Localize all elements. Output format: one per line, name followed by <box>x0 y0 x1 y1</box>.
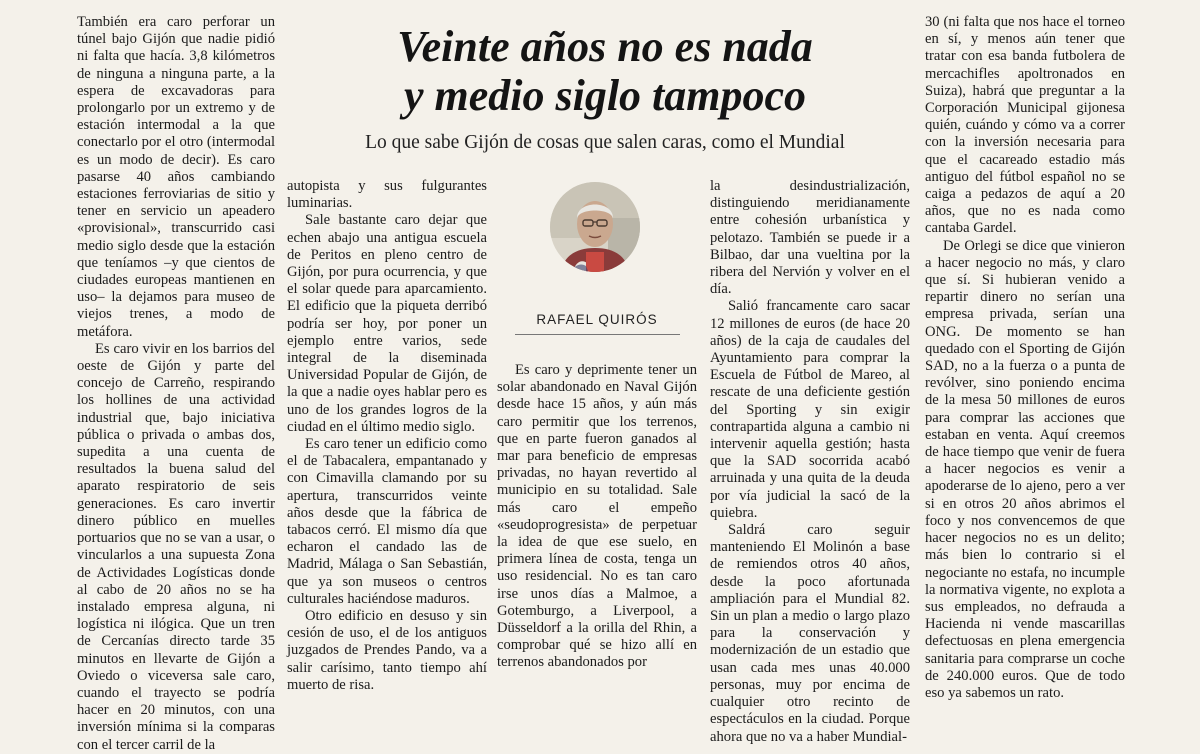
paragraph: También era caro perforar un túnel bajo Gijón que nadie pidió ni falta que hacía. 3,8 kilómetros de ninguna a ninguna parte, a la espera de excavadoras para prolongarlo por un extremo y de estación intermodal a la que conectarlo por el otro (intermodal es un modo de decir). Es caro pasarse 40 años cambiando estaciones ferroviarias de sitio y tener en servicio un apeadero «provisional», transcurrido casi medio siglo desde que la estación que teníamos –y que cientos de ciudades europeas mantienen en uso– la dejamos para museo de viejos trenes, a modo de metáfora. <box>77 14 275 340</box>
paragraph: De Orlegi se dice que vinieron a hacer negocio no más, y claro que sí. Si hubieran venido a repartir dinero no serían una empresa privada, serían una ONG. De momento se han quedado con el Sporting de Gijón SAD, no a la fuerza o a punta de revólver, sino poniendo encima de la mesa 50 millones de euros para comprar las acciones que estaban en venta. Aquí creemos de hace tiempo que venir de fuera a hacer negocios es venir a apoderarse de lo ajeno, pero a ver si en otros 20 años abrimos el foco y nos convencemos de que hacer negocios no es un delito; más bien lo contrario si el negociante no estafa, no incumple la normativa vigente, no explota a sus empleados, no defrauda a Hacienda ni vende mascarillas defectuosas en plena emergencia sanitaria para comprarse un coche de 240.000 euros. Que de todo eso ya sabemos un rato. <box>925 237 1125 701</box>
paragraph: Es caro y deprimente tener un solar abandonado en Naval Gijón desde hace 15 años, y aún más caro permitir que los terrenos, que en parte fueron ganados al mar para beneficio de empresas privadas, no hayan revertido al municipio en su totalidad. Sale más caro el empeño «seudoprogresista» de perpetuar la idea de que ese suelo, en primera línea de costa, tenga un uso residencial. No es tan caro irse unos días a Malmoe, a Gotemburgo, a Liverpool, a Düsseldorf a la orilla del Rhin, a comprobar qué se hizo allí en terrenos abandonados por <box>497 362 697 671</box>
author-portrait <box>550 178 640 276</box>
headline-line-1: Veinte años no es nada <box>397 22 813 71</box>
text-column-2 <box>287 178 487 694</box>
byline: RAFAEL QUIRÓS <box>536 312 658 327</box>
headline <box>300 22 910 120</box>
paragraph: 30 (ni falta que nos hace el torneo en sí, y menos aún tener que tratar con esa banda futbolera de mercachifles apoltronados en Suiza), habrá que preguntar a la Corporación Municipal gijonesa quién, cuándo y cómo va a correr con la inversión necesaria para que el cacareado estadio más antiguo del fútbol español no se caiga a pedazos de aquí a 20 años, que no es nada como cantaba Gardel. <box>925 14 1125 237</box>
text-column-1 <box>77 14 275 754</box>
paragraph: Sale bastante caro dejar que echen abajo una antigua escuela de Peritos en pleno centro de Gijón, por pura ocurrencia, y que el solar quede para aparcamiento. El edificio que la piqueta derribó podría ser hoy, por poner un ejemplo entre varios, sede integral de la diseminada Universidad Popular de Gijón, de la que a nadie oyes hablar pero es uno de los grandes logros de la ciudad en el último medio siglo. <box>287 212 487 435</box>
headline-line-2: y medio siglo tampoco <box>403 71 807 120</box>
paragraph: autopista y sus fulgurantes luminarias. <box>287 178 487 212</box>
paragraph: la desindustrialización, distinguiendo meridianamente entre cohesión urbanística y pelotazo. También se puede ir a Bilbao, dar una vueltina por la ribera del Nervión y volver en el día. <box>710 178 910 298</box>
text-column-4 <box>710 178 910 746</box>
paragraph: Otro edificio en desuso y sin cesión de uso, el de los antiguos juzgados de Prendes Pando, va a salir carísimo, tanto tiempo ahí muerto de risa. <box>287 608 487 693</box>
paragraph: Es caro tener un edificio como el de Tabacalera, empantanado y con Cimavilla clamando por su apertura, transcurridos veinte años desde que la fábrica de tabacos cerró. El mismo día que echaron el candado las de Madrid, Málaga o San Sebastián, que ya son museos o centros culturales haciéndose maduros. <box>287 436 487 607</box>
byline-rule <box>515 334 680 335</box>
text-column-5 <box>925 14 1125 702</box>
text-column-3 <box>497 362 697 672</box>
subtitle: Lo que sabe Gijón de cosas que salen caras, como el Mundial <box>365 132 845 153</box>
paragraph: Saldrá caro seguir manteniendo El Molinón a base de remiendos otros 40 años, desde la poco afortunada ampliación para el Mundial 82. Sin un plan a medio o largo plazo para la conservación y modernización de un estadio que usan cada mes unas 40.000 personas, muy por encima de cualquier otro recinto de espectáculos en la ciudad. Porque ahora que no va a haber Mundial- <box>710 522 910 745</box>
paragraph: Salió francamente caro sacar 12 millones de euros (de hace 20 años) de la caja de caudales del Ayuntamiento para comprar la Escuela de Fútbol de Mareo, al rescate de una deficiente gestión del Sporting y sin exigir contrapartida alguna a cambio ni intervenir aquella gestión; hasta que la SAD socorrida acabó arruinada y una quita de la deuda por vía judicial la sacó de la quiebra. <box>710 298 910 521</box>
paragraph: Es caro vivir en los barrios del oeste de Gijón y parte del concejo de Carreño, respirando los hollines de una actividad industrial que, bajo iniciativa pública o privada o ambas dos, supedita a una cuenta de resultados la buena salud del aparato respiratorio de seis generaciones. Es caro invertir dinero público en muelles portuarios que no se van a usar, o vincularlos a una supuesta Zona de Actividades Logísticas donde al cabo de 20 años no se ha instalado empresa alguna, ni logística ni ilógica. Que un tren de Cercanías directo tarde 35 minutos en llevarte de Gijón a Oviedo o viceversa sale caro, cuando el trayecto se podría hacer en 20 minutos, con una inversión mínima si la comparas con el tercer carril de la <box>77 340 275 753</box>
